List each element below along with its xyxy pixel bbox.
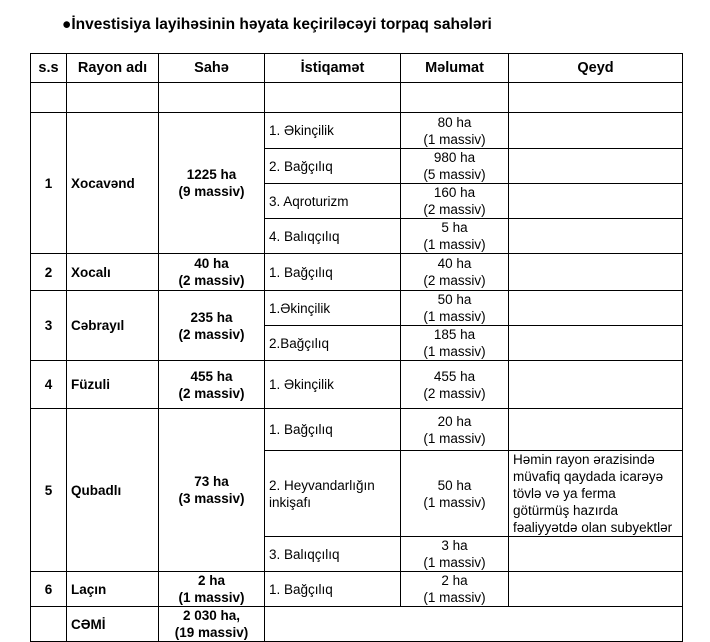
district-name: Xocalı xyxy=(67,254,159,291)
row-number: 4 xyxy=(31,361,67,409)
info-cell: 2 ha (1 massiv) xyxy=(401,572,509,607)
note-cell xyxy=(509,326,683,361)
info-cell: 50 ha (1 massiv) xyxy=(401,291,509,326)
header-direction: İstiqamət xyxy=(265,54,401,83)
area-cell: 1225 ha (9 massiv) xyxy=(159,113,265,254)
row-number: 2 xyxy=(31,254,67,291)
area-cell: 235 ha (2 massiv) xyxy=(159,291,265,361)
note-cell xyxy=(509,361,683,409)
info-cell: 50 ha (1 massiv) xyxy=(401,451,509,537)
info-cell: 160 ha (2 massiv) xyxy=(401,184,509,219)
note-cell xyxy=(509,219,683,254)
district-name: Füzuli xyxy=(67,361,159,409)
total-area: 2 030 ha, (19 massiv) xyxy=(159,607,265,642)
area-cell: 73 ha (3 massiv) xyxy=(159,409,265,572)
info-cell: 40 ha (2 massiv) xyxy=(401,254,509,291)
land-plots-table xyxy=(30,53,683,642)
info-cell: 980 ha (5 massiv) xyxy=(401,149,509,184)
header-note: Qeyd xyxy=(509,54,683,83)
row-number: 1 xyxy=(31,113,67,254)
table-row xyxy=(31,254,683,291)
table-row xyxy=(31,572,683,607)
district-name: Xocavənd xyxy=(67,113,159,254)
direction-cell: 1. Əkinçilik xyxy=(265,113,401,149)
info-cell: 455 ha (2 massiv) xyxy=(401,361,509,409)
total-label: CƏMİ xyxy=(67,607,159,642)
direction-cell: 2. Bağçılıq xyxy=(265,149,401,184)
header-area: Sahə xyxy=(159,54,265,83)
header-district: Rayon adı xyxy=(67,54,159,83)
note-cell xyxy=(509,409,683,451)
note-cell xyxy=(509,149,683,184)
document-title: ●İnvestisiya layihəsinin həyata keçiriləcəyi torpaq sahələri xyxy=(62,16,492,33)
table-row xyxy=(31,409,683,451)
header-info: Məlumat xyxy=(401,54,509,83)
direction-cell: 2. Heyvandarlığın inkişafı xyxy=(265,451,401,537)
info-cell: 3 ha (1 massiv) xyxy=(401,537,509,572)
total-row xyxy=(31,607,683,642)
note-cell xyxy=(509,291,683,326)
info-cell: 80 ha (1 massiv) xyxy=(401,113,509,149)
row-number: 5 xyxy=(31,409,67,572)
note-cell xyxy=(509,113,683,149)
area-cell: 2 ha (1 massiv) xyxy=(159,572,265,607)
direction-cell: 4. Balıqçılıq xyxy=(265,219,401,254)
area-cell: 40 ha (2 massiv) xyxy=(159,254,265,291)
district-name: Cəbrayıl xyxy=(67,291,159,361)
district-name: Qubadlı xyxy=(67,409,159,572)
table-header-row xyxy=(31,54,683,83)
row-number: 3 xyxy=(31,291,67,361)
direction-cell: 1. Bağçılıq xyxy=(265,254,401,291)
empty-row xyxy=(31,83,683,113)
direction-cell: 1.Əkinçilik xyxy=(265,291,401,326)
info-cell: 5 ha (1 massiv) xyxy=(401,219,509,254)
area-cell: 455 ha (2 massiv) xyxy=(159,361,265,409)
direction-cell: 2.Bağçılıq xyxy=(265,326,401,361)
note-cell xyxy=(509,537,683,572)
district-name: Laçın xyxy=(67,572,159,607)
header-number: s.s xyxy=(31,54,67,83)
table-row xyxy=(31,361,683,409)
info-cell: 20 ha (1 massiv) xyxy=(401,409,509,451)
table-row xyxy=(31,291,683,326)
info-cell: 185 ha (1 massiv) xyxy=(401,326,509,361)
row-number: 6 xyxy=(31,572,67,607)
table-row xyxy=(31,113,683,149)
note-cell xyxy=(509,572,683,607)
note-cell: Həmin rayon ərazisində müvafiq qaydada icarəyə tövlə və ya ferma götürmüş hazırda fəaliyyətdə olan subyektlər xyxy=(509,451,683,537)
direction-cell: 3. Aqroturizm xyxy=(265,184,401,219)
note-cell xyxy=(509,254,683,291)
note-cell xyxy=(509,184,683,219)
direction-cell: 1. Bağçılıq xyxy=(265,572,401,607)
direction-cell: 1. Əkinçilik xyxy=(265,361,401,409)
direction-cell: 1. Bağçılıq xyxy=(265,409,401,451)
direction-cell: 3. Balıqçılıq xyxy=(265,537,401,572)
